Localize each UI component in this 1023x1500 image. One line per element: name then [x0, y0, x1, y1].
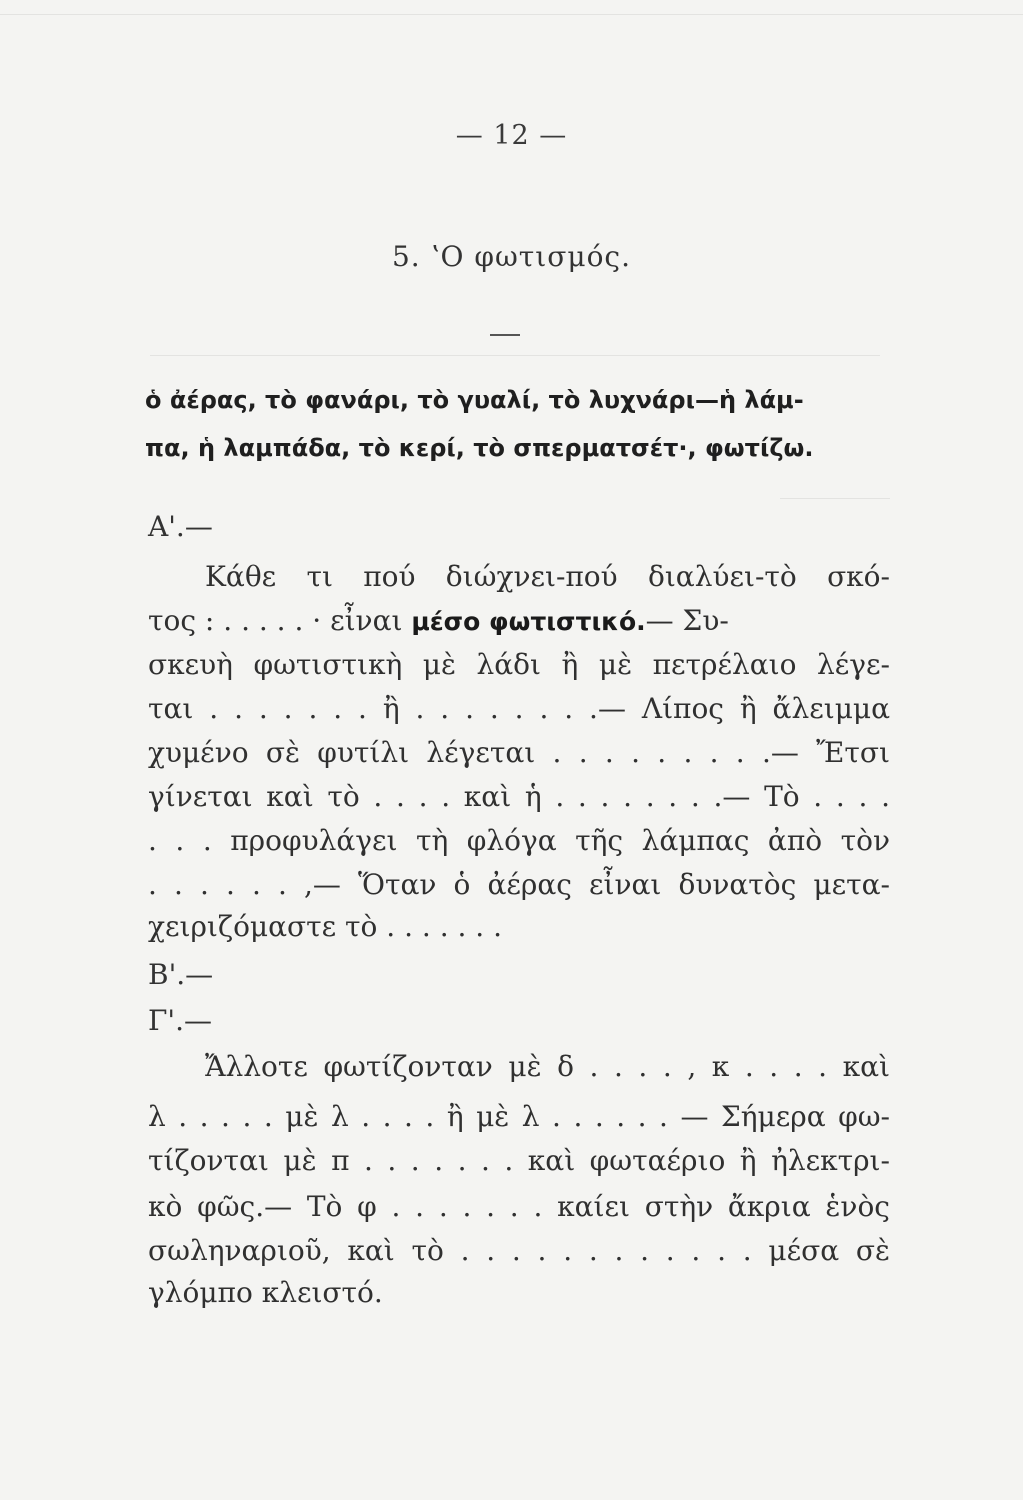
section-label-a: Α'.—: [148, 510, 213, 543]
text-line: σκευὴ φωτιστικὴ μὲ λάδι ἢ μὲ πετρέλαιο λέγε-: [148, 648, 890, 681]
text-line: χειριζόμαστε τὸ . . . . . . .: [148, 910, 502, 943]
text-line: . . . . . . ,— Ὅταν ὁ ἀέρας εἶναι δυνατὸς μετα-: [148, 868, 890, 901]
vocabulary-line: πα, ἡ λαμπάδα, τὸ κερί, τὸ σπερματσέτ·, φωτίζω.: [145, 434, 814, 462]
lesson-heading: 5. ʽΟ φωτισμός.: [391, 240, 632, 273]
section-label-c: Γ'.—: [148, 1004, 213, 1037]
text-line: κὸ φῶς.— Τὸ φ . . . . . . . καίει στὴν ἄκρια ἑνὸς: [148, 1190, 890, 1223]
show-through-line: [150, 355, 880, 356]
text-fragment: τος : . . . . . · εἶναι: [148, 604, 403, 637]
page-edge: [0, 14, 1023, 15]
text-line: [148, 604, 890, 637]
text-line: τίζονται μὲ π . . . . . . . καὶ φωταέριο ἢ ἠλεκτρι-: [148, 1144, 890, 1177]
text-line: γίνεται καὶ τὸ . . . . καὶ ἡ . . . . . . . .— Τὸ . . . .: [148, 780, 890, 813]
text-line: Κάθε τι πού διώχνει-πού διαλύει-τὸ σκό-: [205, 560, 890, 593]
page-number: — 12 —: [455, 120, 568, 151]
text-line: . . . προφυλάγει τὴ φλόγα τῆς λάμπας ἀπὸ τὸν: [148, 824, 890, 857]
text-line: Ἄλλοτε φωτίζονταν μὲ δ . . . . , κ . . . . καὶ: [205, 1050, 890, 1083]
text-line: χυμένο σὲ φυτίλι λέγεται . . . . . . . . .— Ἔτσι: [148, 736, 890, 769]
section-label-b: Β'.—: [148, 958, 214, 991]
key-term: μέσο φωτιστικό.: [411, 607, 646, 636]
divider: [490, 334, 520, 336]
text-fragment: — Συ-: [645, 604, 729, 637]
text-line: σωληναριοῦ, καὶ τὸ . . . . . . . . . . . . μέσα σὲ: [148, 1234, 890, 1267]
show-through-line: [780, 498, 890, 499]
text-line: ται . . . . . . . ἢ . . . . . . . .— Λίπος ἢ ἄλειμμα: [148, 692, 890, 725]
text-line: γλόμπο κλειστό.: [148, 1276, 383, 1309]
text-line: λ . . . . . μὲ λ . . . . ἢ μὲ λ . . . . . . — Σήμερα φω-: [148, 1100, 890, 1133]
vocabulary-line: ὁ ἀέρας, τὸ φανάρι, τὸ γυαλί, τὸ λυχνάρι—ἡ λάμ-: [145, 386, 804, 414]
